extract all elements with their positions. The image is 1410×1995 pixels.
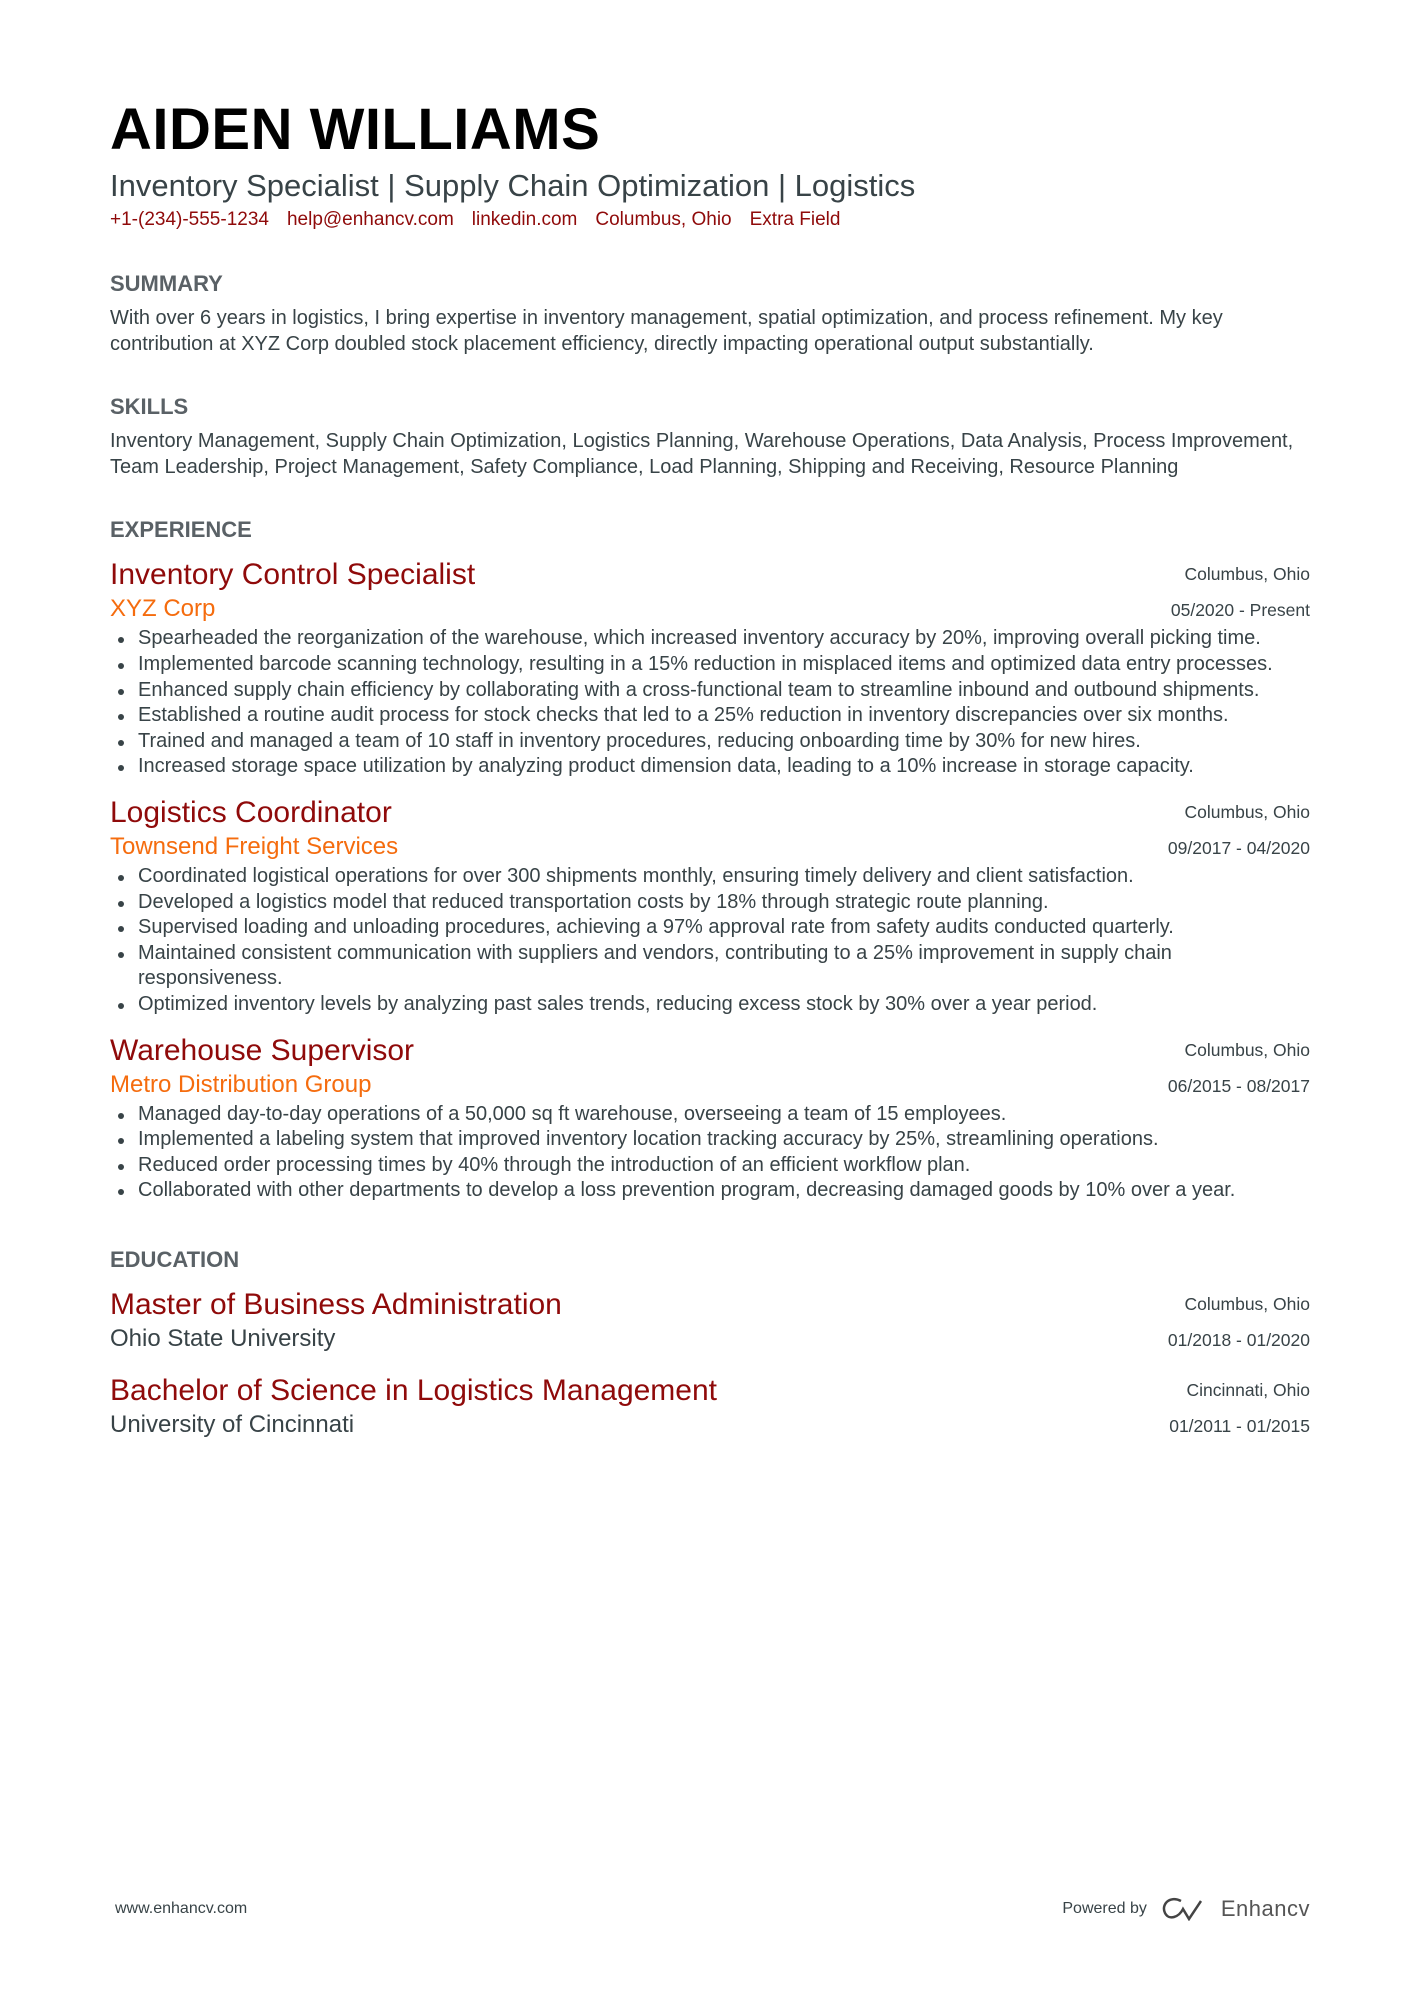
company-name: XYZ Corp	[110, 595, 216, 623]
powered-by	[1062, 1896, 1310, 1922]
resume	[110, 96, 1310, 1440]
email[interactable]: help@enhancv.com	[286, 209, 454, 230]
education-list	[110, 1286, 1310, 1440]
education-meta	[1169, 1372, 1310, 1444]
job-entry	[110, 556, 1310, 780]
education-heading: EDUCATION	[110, 1246, 240, 1272]
education-dates: 01/2011 - 01/2015	[1169, 1415, 1310, 1436]
extra-field: Extra Field	[749, 209, 841, 230]
experience-heading: EXPERIENCE	[110, 517, 252, 543]
education-location: Cincinnati, Ohio	[1186, 1379, 1310, 1400]
job-dates: 09/2017 - 04/2020	[1167, 837, 1310, 858]
bullet-item: Reduced order processing times by 40% through the introduction of an efficient workflow plan.	[110, 1153, 1310, 1179]
job-bullets	[110, 864, 1310, 1018]
degree: Bachelor of Science in Logistics Management	[110, 1373, 718, 1407]
bullet-item: Developed a logistics model that reduced transportation costs by 18% through strategic route planning.	[110, 890, 1310, 916]
skills-heading: SKILLS	[110, 394, 189, 420]
bullet-item: Optimized inventory levels by analyzing past sales trends, reducing excess stock by 30% over a year period.	[110, 992, 1310, 1018]
enhancv-brand: Enhancv	[1220, 1896, 1310, 1921]
education-entry	[110, 1286, 1310, 1354]
company-name: Metro Distribution Group	[110, 1070, 372, 1098]
bullet-item: Spearheaded the reorganization of the warehouse, which increased inventory accuracy by 20%, improving overall picking time.	[110, 626, 1310, 652]
job-title: Logistics Coordinator	[110, 795, 392, 829]
job-location: Columbus, Ohio	[1184, 564, 1310, 585]
headline: Inventory Specialist | Supply Chain Optimization | Logistics	[110, 168, 916, 203]
job-entry	[110, 1032, 1310, 1204]
linkedin[interactable]: linkedin.com	[471, 209, 578, 230]
candidate-name: AIDEN WILLIAMS	[110, 97, 601, 162]
bullet-item: Enhanced supply chain efficiency by collaborating with a cross-functional team to streamline inbound and outbound shipments.	[110, 678, 1310, 704]
job-dates: 05/2020 - Present	[1170, 600, 1310, 621]
bullet-item: Implemented barcode scanning technology, resulting in a 15% reduction in misplaced items and optimized data entry processes.	[110, 652, 1310, 678]
job-location: Columbus, Ohio	[1184, 801, 1310, 822]
school-name: University of Cincinnati	[110, 1410, 355, 1438]
company-name: Townsend Freight Services	[110, 832, 399, 860]
education-location: Columbus, Ohio	[1184, 1293, 1310, 1314]
enhancv-logo-icon	[1161, 1897, 1207, 1921]
bullet-item: Maintained consistent communication with suppliers and vendors, contributing to a 25% improvement in supply chain responsiveness.	[110, 941, 1310, 992]
bullet-item: Managed day-to-day operations of a 50,000 sq ft warehouse, overseeing a team of 15 employees.	[110, 1102, 1310, 1128]
bullet-item: Supervised loading and unloading procedures, achieving a 97% approval rate from safety audits conducted quarterly.	[110, 915, 1310, 941]
powered-by-label: Powered by	[1062, 1900, 1147, 1917]
job-bullets	[110, 1102, 1310, 1204]
summary-text: With over 6 years in logistics, I bring expertise in inventory management, spatial optimization, and process refinement. My key contribution at XYZ Corp doubled stock placement efficiency, directly impacting operational output substantially.	[110, 307, 1223, 355]
job-location: Columbus, Ohio	[1184, 1039, 1310, 1060]
skills-text: Inventory Management, Supply Chain Optimization, Logistics Planning, Warehouse Operations, Data Analysis, Process Improvement, Team Leadership, Project Management, Safety Compliance, Load Planning, Shipping and Receiving, Resource Planning	[110, 430, 1294, 478]
job-dates: 06/2015 - 08/2017	[1167, 1075, 1310, 1096]
phone[interactable]: +1-(234)-555-1234	[110, 209, 269, 230]
bullet-item: Implemented a labeling system that improved inventory location tracking accuracy by 25%, streamlining operations.	[110, 1127, 1310, 1153]
education-dates: 01/2018 - 01/2020	[1167, 1329, 1310, 1350]
bullet-item: Established a routine audit process for stock checks that led to a 25% reduction in inventory discrepancies over six months.	[110, 703, 1310, 729]
contact-row	[110, 208, 1310, 232]
job-meta	[1168, 1032, 1310, 1104]
experience-list	[110, 556, 1310, 1204]
degree: Master of Business Administration	[110, 1287, 562, 1321]
bullet-item: Coordinated logistical operations for over 300 shipments monthly, ensuring timely delivery and client satisfaction.	[110, 864, 1310, 890]
job-meta	[1168, 794, 1310, 866]
bullet-item: Increased storage space utilization by analyzing product dimension data, leading to a 10% increase in storage capacity.	[110, 754, 1310, 780]
job-meta	[1171, 556, 1310, 628]
bullet-item: Trained and managed a team of 10 staff in inventory procedures, reducing onboarding time by 30% for new hires.	[110, 729, 1310, 755]
education-entry	[110, 1372, 1310, 1440]
job-bullets	[110, 626, 1310, 780]
job-title: Inventory Control Specialist	[110, 558, 476, 592]
job-title: Warehouse Supervisor	[110, 1033, 415, 1067]
bullet-item: Collaborated with other departments to develop a loss prevention program, decreasing damaged goods by 10% over a year.	[110, 1178, 1310, 1204]
school-name: Ohio State University	[110, 1324, 336, 1352]
education-meta	[1168, 1286, 1310, 1358]
location: Columbus, Ohio	[595, 209, 732, 230]
footer-site-link[interactable]: www.enhancv.com	[115, 1900, 248, 1917]
summary-heading: SUMMARY	[110, 271, 223, 296]
job-entry	[110, 794, 1310, 1018]
